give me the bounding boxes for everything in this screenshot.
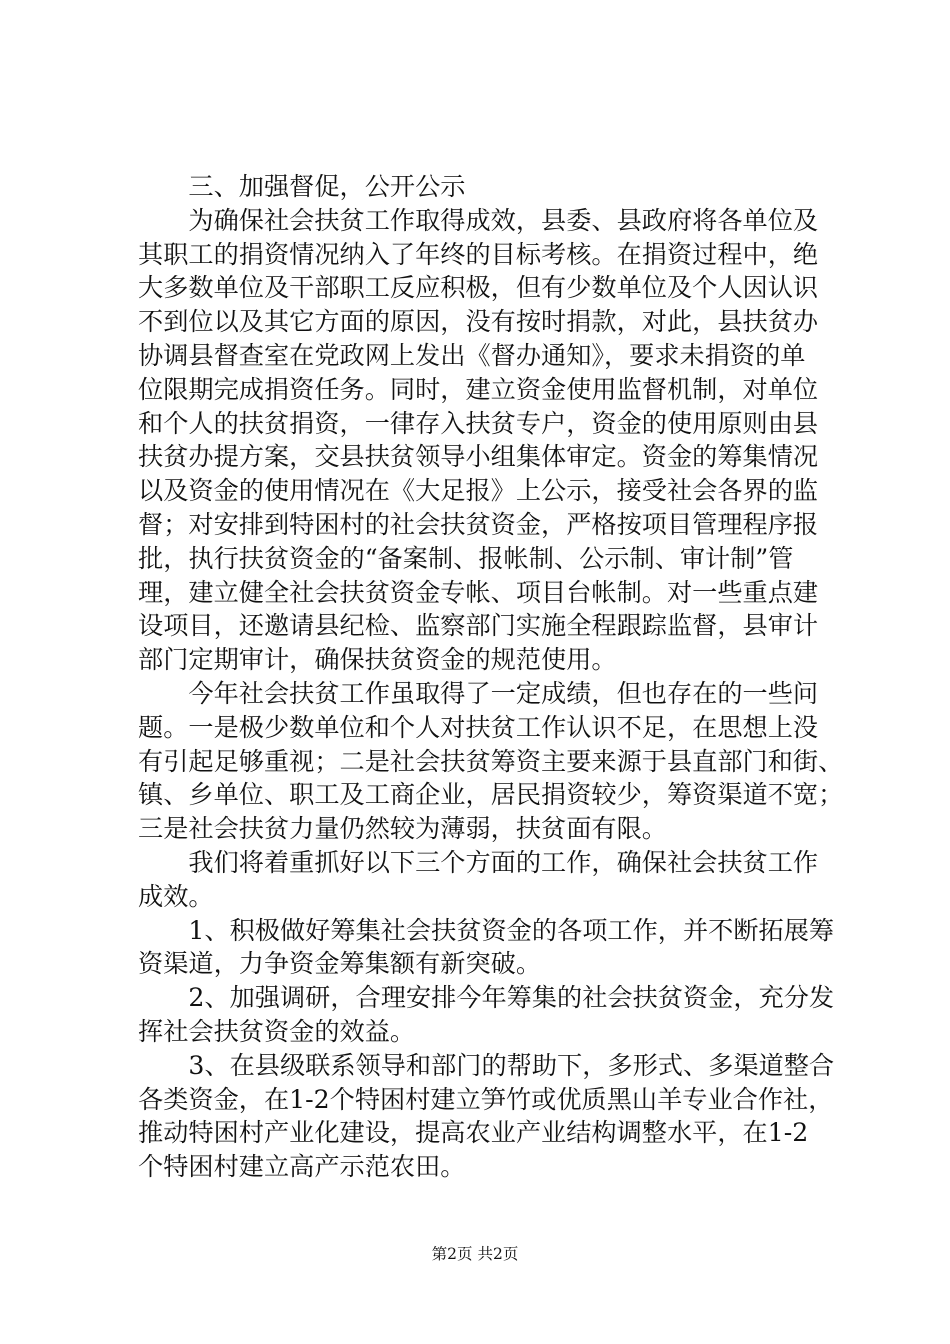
text-line: 不到位以及其它方面的原因，没有按时捐款，对此，县扶贫办 <box>138 307 819 337</box>
text-line: 以及资金的使用情况在《大足报》上公示，接受社会各界的监 <box>138 476 819 506</box>
text-line: 2、加强调研，合理安排今年筹集的社会扶贫资金，充分发 <box>138 983 835 1013</box>
text-line: 有引起足够重视；二是社会扶贫筹资主要来源于县直部门和街、 <box>138 746 844 776</box>
text-line: 设项目，还邀请县纪检、监察部门实施全程跟踪监督，县审计 <box>138 611 819 641</box>
text-line: 题。一是极少数单位和个人对扶贫工作认识不足，在思想上没 <box>138 712 819 742</box>
text-line: 挥社会扶贫资金的效益。 <box>138 1016 416 1046</box>
text-line: 大多数单位及干部职工反应积极，但有少数单位及个人因认识 <box>138 273 819 303</box>
text-line: 协调县督查室在党政网上发出《督办通知》，要求未捐资的单 <box>138 340 806 370</box>
text-line: 1、积极做好筹集社会扶贫资金的各项工作，并不断拓展筹 <box>138 915 835 945</box>
text-line: 个特困村建立高产示范农田。 <box>138 1152 466 1182</box>
text-line: 批，执行扶贫资金的“备案制、报帐制、公示制、审计制”管 <box>138 543 794 573</box>
text-line: 其职工的捐资情况纳入了年终的目标考核。在捐资过程中，绝 <box>138 239 819 269</box>
page-footer: 第2页 共2页 <box>431 1245 519 1263</box>
text-line: 理，建立健全社会扶贫资金专帐、项目台帐制。对一些重点建 <box>138 577 819 607</box>
text-line: 今年社会扶贫工作虽取得了一定成绩，但也存在的一些问 <box>138 678 819 708</box>
text-line: 我们将着重抓好以下三个方面的工作，确保社会扶贫工作 <box>138 847 819 877</box>
text-line: 三是社会扶贫力量仍然较为薄弱，扶贫面有限。 <box>138 814 667 844</box>
text-line: 推动特困村产业化建设，提高农业产业结构调整水平，在1-2 <box>138 1118 809 1148</box>
body-text <box>138 170 844 1184</box>
text-line: 为确保社会扶贫工作取得成效，县委、县政府将各单位及 <box>138 205 819 235</box>
text-line: 和个人的扶贫捐资，一律存入扶贫专户，资金的使用原则由县 <box>138 408 819 438</box>
text-line: 成效。 <box>138 881 214 911</box>
text-line: 督；对安排到特困村的社会扶贫资金，严格按项目管理程序报 <box>138 509 819 539</box>
text-line: 各类资金，在1-2个特困村建立笋竹或优质黑山羊专业合作社， <box>138 1084 834 1114</box>
text-line: 部门定期审计，确保扶贫资金的规范使用。 <box>138 645 617 675</box>
text-line: 三、加强督促，公开公示 <box>138 172 466 201</box>
text-line: 镇、乡单位、职工及工商企业，居民捐资较少，筹资渠道不宽； <box>138 780 844 810</box>
text-line: 3、在县级联系领导和部门的帮助下，多形式、多渠道整合 <box>138 1050 835 1080</box>
text-line: 位限期完成捐资任务。同时，建立资金使用监督机制，对单位 <box>138 374 819 404</box>
text-line: 资渠道，力争资金筹集额有新突破。 <box>138 949 541 979</box>
text-line: 扶贫办提方案，交县扶贫领导小组集体审定。资金的筹集情况 <box>138 442 819 472</box>
